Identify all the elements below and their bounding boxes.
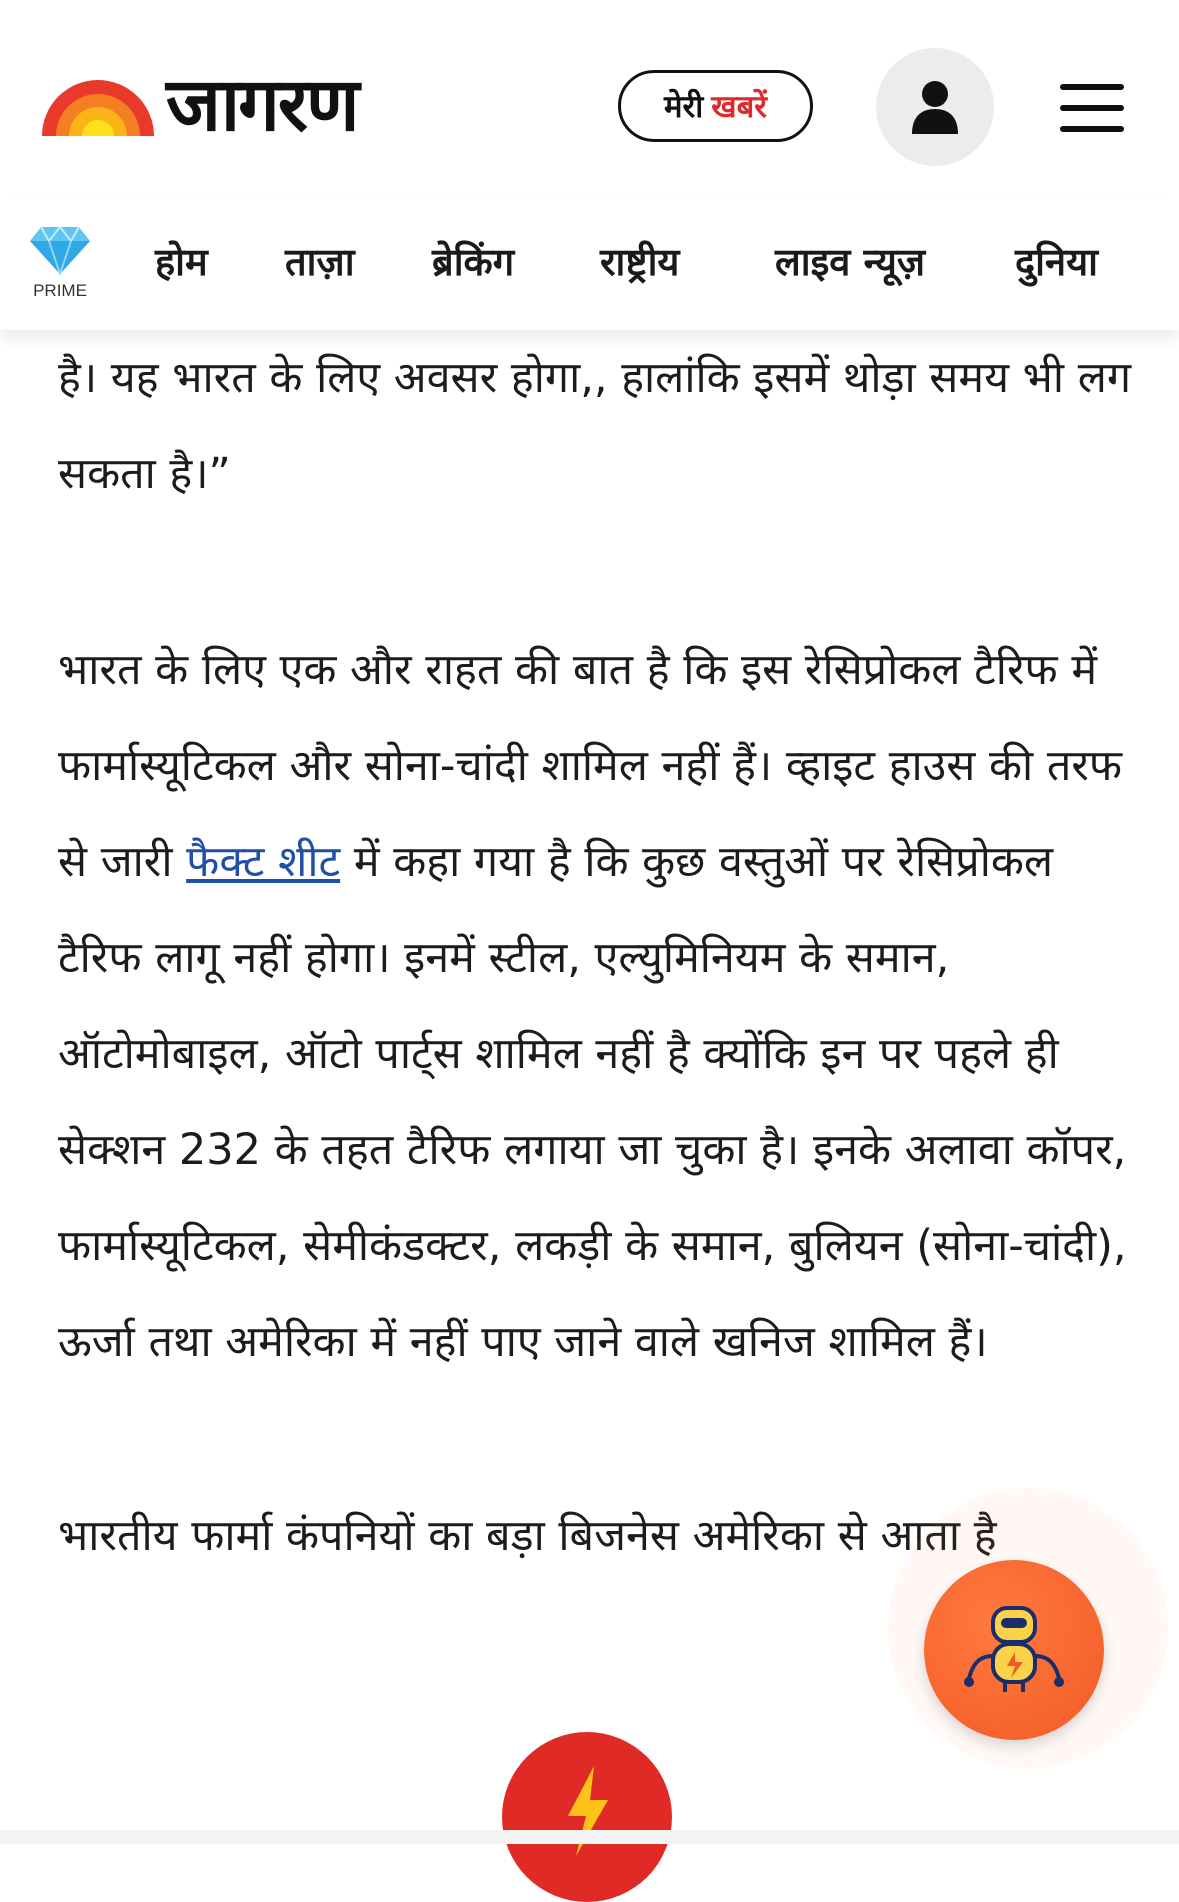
ai-assistant-button[interactable] <box>924 1560 1104 1740</box>
my-news-label-part1: मेरी <box>664 89 704 125</box>
top-header <box>0 0 1179 195</box>
prime-label: PRIME <box>33 281 87 300</box>
fact-sheet-link[interactable]: फैक्ट शीट <box>186 837 341 887</box>
nav-item-latest[interactable]: ताज़ा <box>285 240 355 284</box>
hamburger-menu-icon[interactable] <box>1060 84 1124 132</box>
paragraph-text: में कहा गया है कि कुछ वस्तुओं पर रेसिप्रोकल टैरिफ लागू नहीं होगा। इनमें स्टील, एल्युमिनियम के समान, ऑटोमोबाइल, ऑटो पार्ट्स शामिल नहीं है क्योंकि इन पर पहले ही सेक्शन 232 के तहत टैरिफ लगाया जा चुका है। इनके अलावा कॉपर, फार्मास्यूटिकल, सेमीकंडक्टर, लकड़ी के समान, बुलियन (सोना-चांदी), ऊर्जा तथा अमेरिका में नहीं पाए जाने वाले खनिज शामिल हैं। <box>58 837 1127 1367</box>
article-paragraph: भारतीय फार्मा कंपनियों का बड़ा बिजनेस अमेरिका से आता है <box>58 1511 997 1561</box>
paragraph-text: भारत के लिए एक और राहत की बात है कि इस रेसिप्रोकल टैरिफ में फार्मास्यूटिकल और सोना-चांदी शामिल नहीं हैं। व्हाइट हाउस की तरफ से जारी <box>58 645 1123 887</box>
category-nav <box>0 195 1179 330</box>
flash-news-button[interactable] <box>502 1732 672 1902</box>
nav-item-home[interactable]: होम <box>155 240 208 284</box>
article-paragraph: है। यह भारत के लिए अवसर होगा,, हालांकि इसमें थोड़ा समय भी लग सकता है।” <box>58 353 1132 499</box>
nav-item-breaking[interactable]: ब्रेकिंग <box>432 240 515 284</box>
bottom-edge <box>0 1830 1179 1844</box>
profile-button[interactable] <box>876 48 994 166</box>
nav-item-world[interactable]: दुनिया <box>1015 240 1098 284</box>
nav-item-national[interactable]: राष्ट्रीय <box>600 240 680 284</box>
nav-item-live-news[interactable]: लाइव न्यूज़ <box>775 240 926 284</box>
robot-assistant-icon <box>959 1602 1069 1698</box>
my-news-button[interactable] <box>618 70 813 142</box>
diamond-icon <box>29 225 91 275</box>
my-news-label-part2: खबरें <box>711 89 767 125</box>
article-body <box>58 330 1138 1584</box>
site-logo[interactable]: जागरण <box>166 62 358 148</box>
article-paragraph <box>58 622 1138 1390</box>
jagran-sun-logo-icon[interactable] <box>42 78 154 136</box>
prime-link[interactable] <box>22 225 98 301</box>
user-icon <box>911 80 959 134</box>
